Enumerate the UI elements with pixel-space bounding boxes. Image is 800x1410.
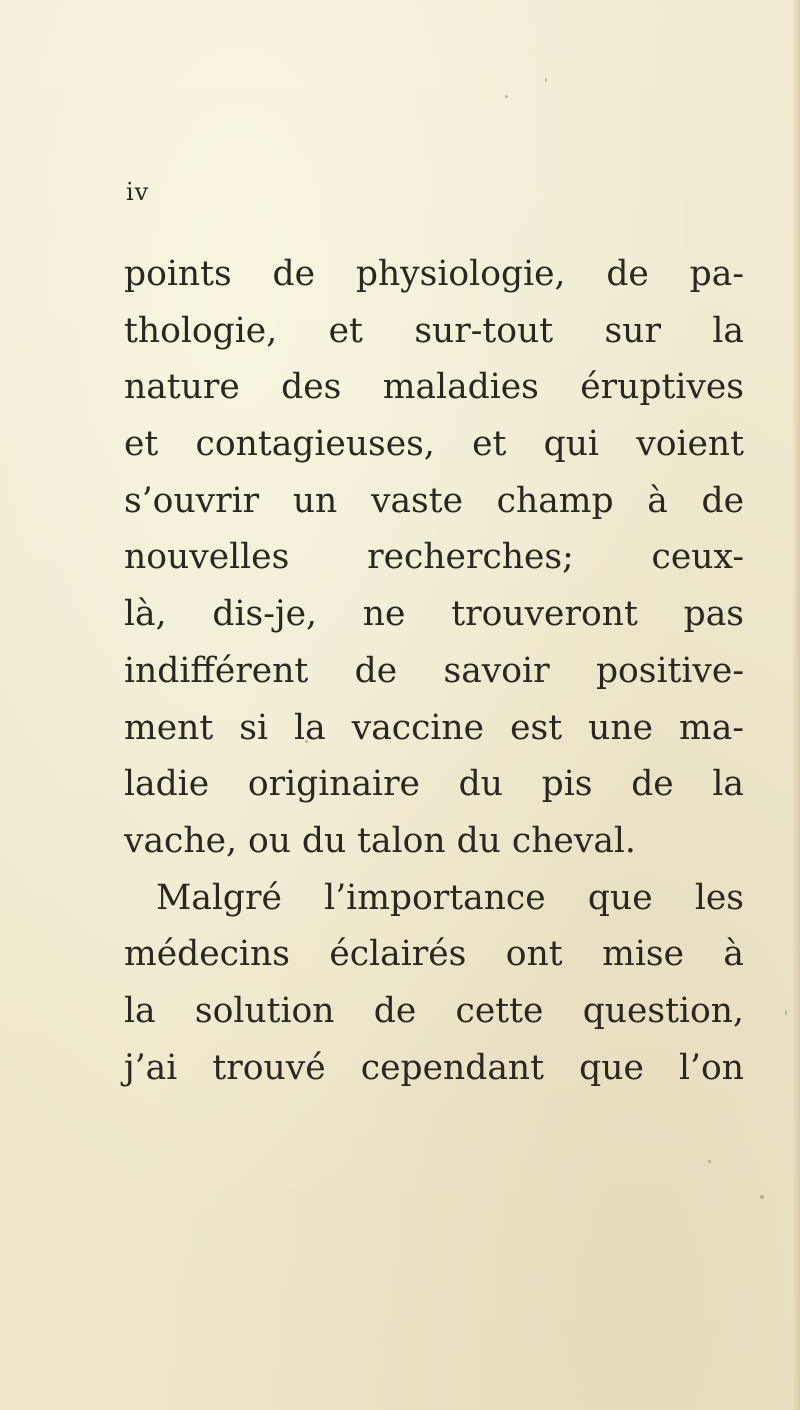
paper-speck [545, 78, 547, 82]
text-line: médecins éclairés ont mise à [124, 934, 744, 975]
text-line: nouvelles recherches; ceux- [124, 537, 744, 578]
paper-speck [760, 1195, 764, 1199]
page-number: iv [126, 178, 150, 206]
paper-speck [708, 1160, 711, 1163]
text-line: s’ouvrir un vaste champ à de [124, 480, 744, 521]
text-line: ment si la vaccine est une ma- [124, 707, 744, 748]
body-text [124, 246, 744, 1096]
text-line: thologie, et sur-tout sur la [124, 310, 744, 351]
paper-speck [785, 1010, 787, 1015]
paper-speck [305, 740, 308, 743]
paper-speck [505, 95, 508, 98]
text-line: et contagieuses, et qui voient [124, 424, 744, 465]
text-line: indifférent de savoir positive- [124, 650, 744, 691]
text-line: ladie originaire du pis de la [124, 764, 744, 805]
text-line: là, dis-je, ne trouveront pas [124, 594, 744, 635]
text-line: Malgré l’importance que les [156, 877, 744, 918]
text-line: vache, ou du talon du cheval. [124, 820, 636, 861]
page-edge [792, 0, 800, 1410]
text-line: points de physiologie, de pa- [124, 254, 744, 294]
text-line: j’ai trouvé cependant que l’on [124, 1047, 744, 1088]
text-line: la solution de cette question, [124, 990, 744, 1031]
text-line: nature des maladies éruptives [124, 367, 744, 408]
